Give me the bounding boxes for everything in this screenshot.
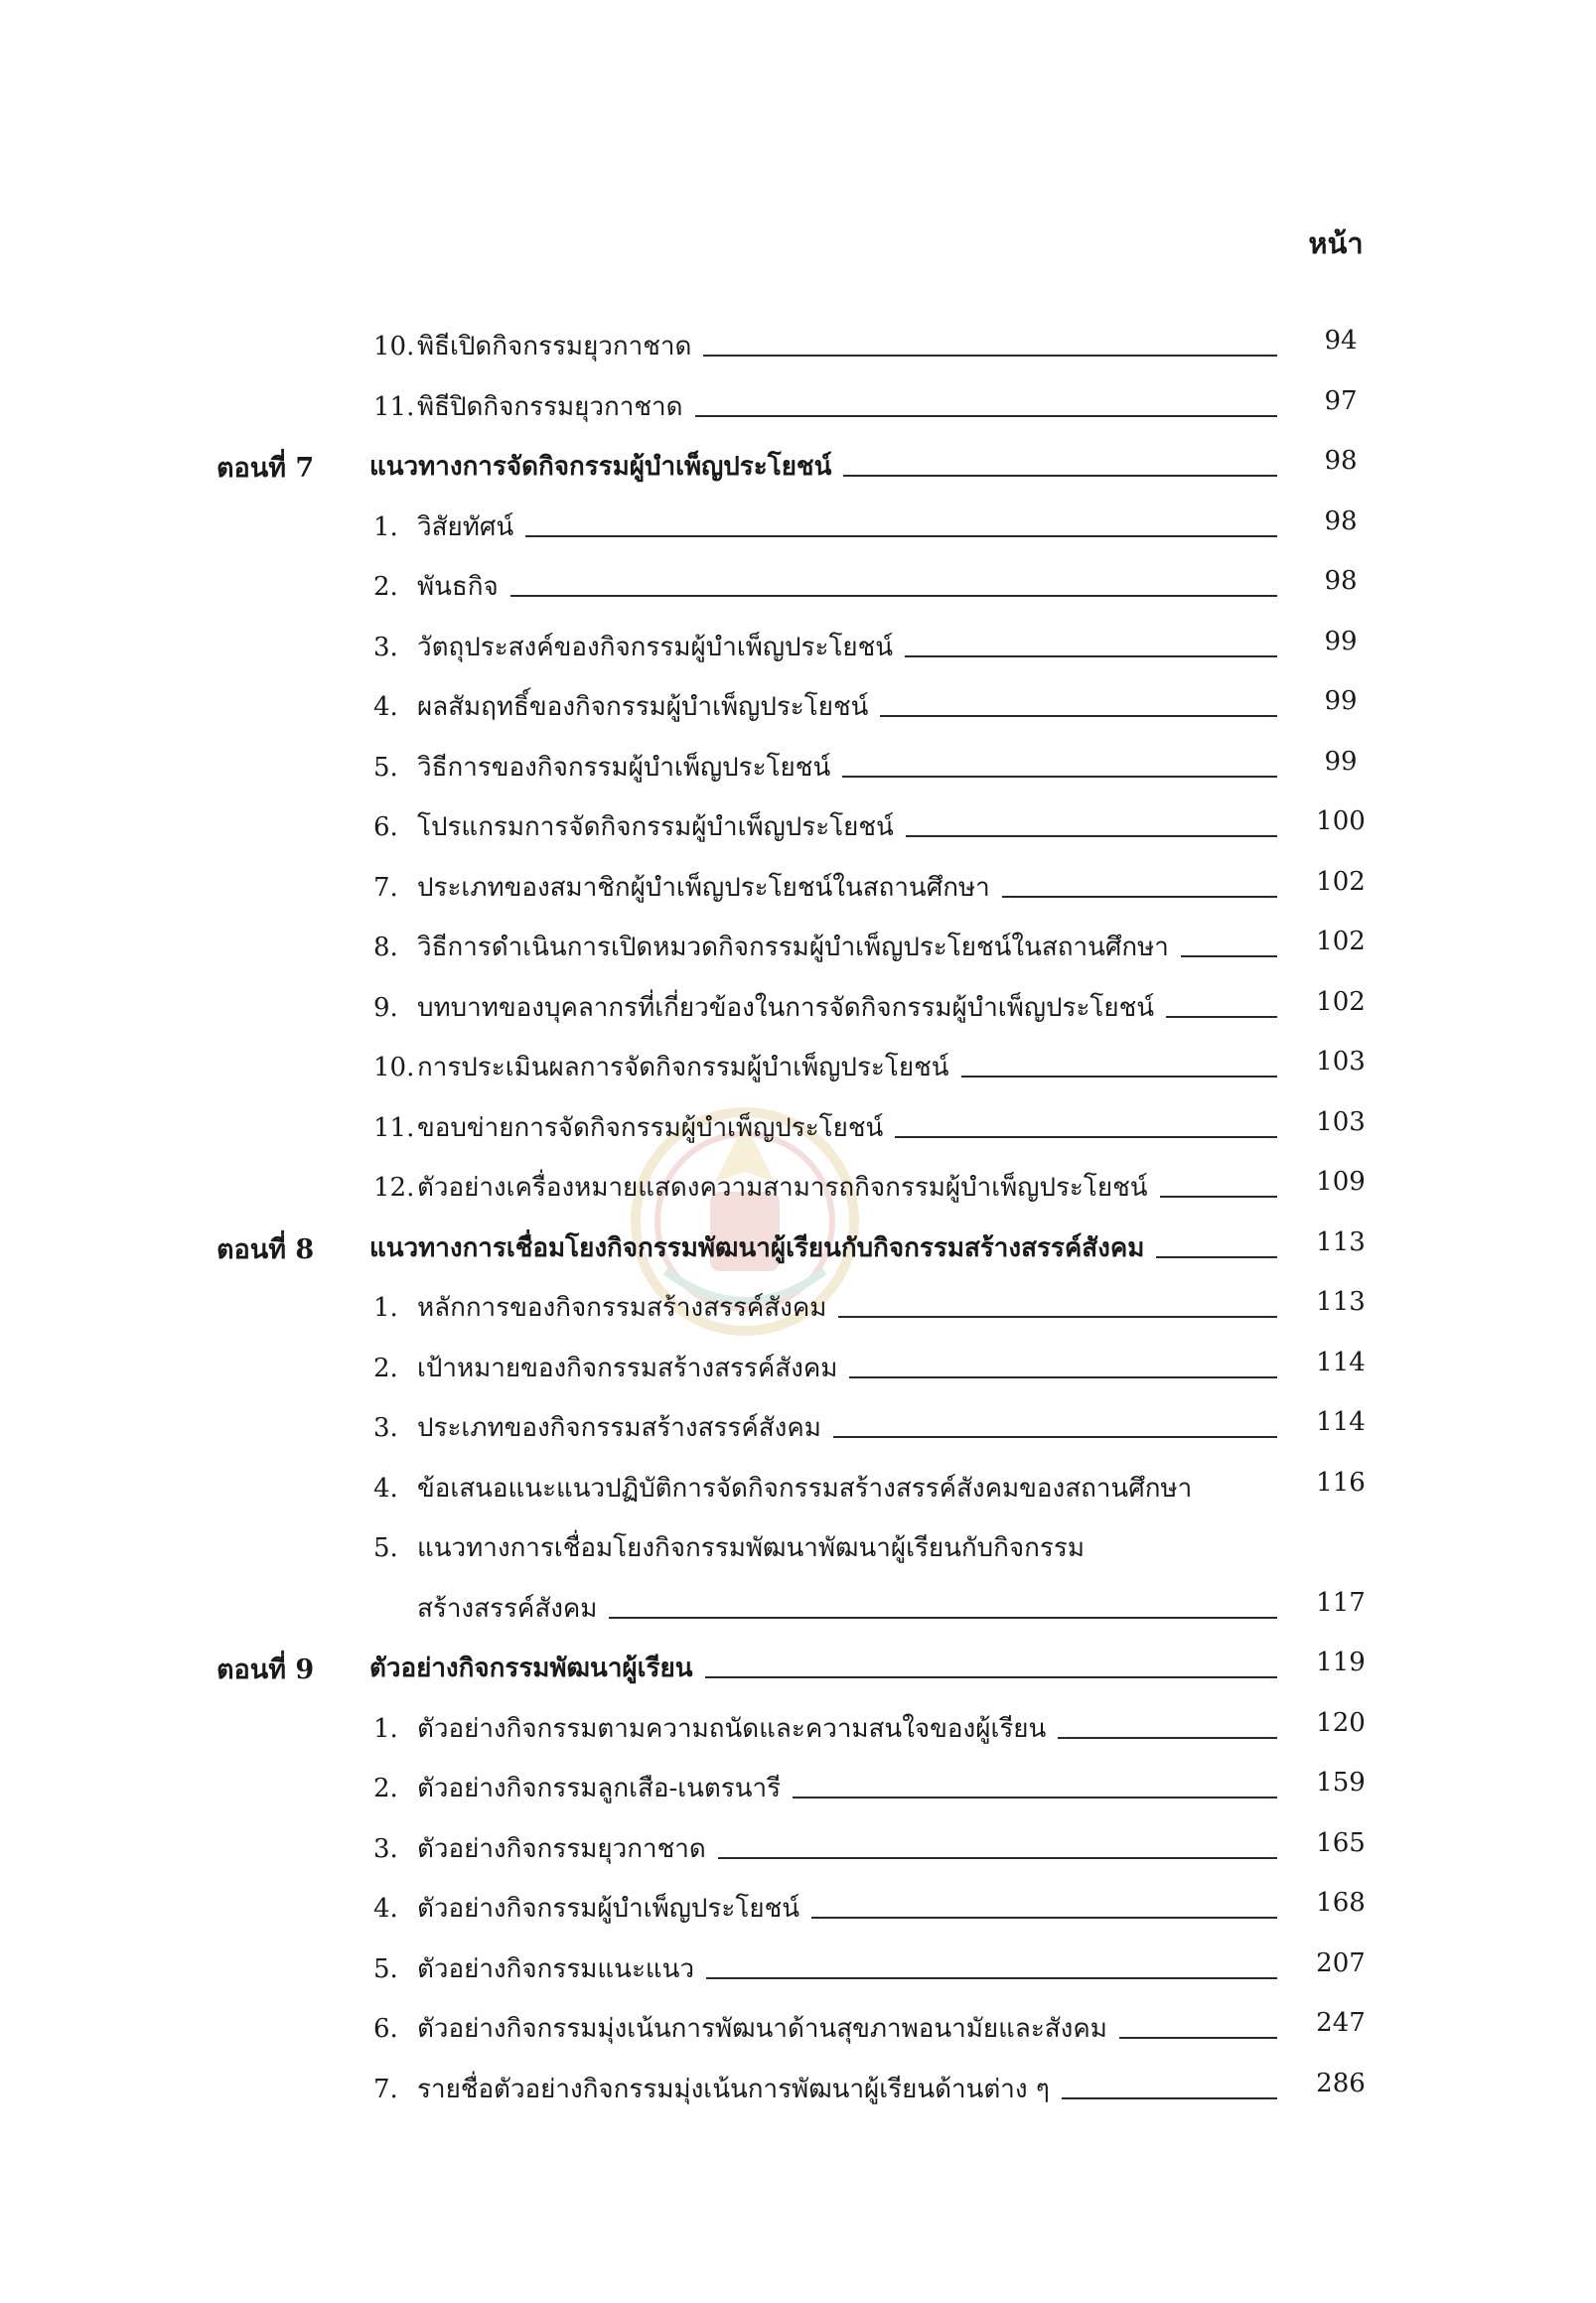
- toc-row: [0, 1099, 1596, 1159]
- entry-title: การประเมินผลการจัดกิจกรรมผู้บำเพ็ญประโยชน์: [417, 1053, 949, 1082]
- leader-line: [838, 1315, 1277, 1318]
- toc-row: [0, 678, 1596, 738]
- page-number: 99: [1324, 626, 1358, 656]
- entry-number: 5.: [373, 1953, 398, 1984]
- page-number: 113: [1316, 1226, 1366, 1257]
- toc-row: [0, 318, 1596, 377]
- page-number: 117: [1316, 1587, 1366, 1618]
- toc-entry: [373, 1167, 1281, 1208]
- entry-title: วิธีการของกิจกรรมผู้บำเพ็ญประโยชน์: [417, 752, 831, 783]
- entry-number: 6.: [373, 2014, 398, 2044]
- toc-entry: [373, 747, 1281, 788]
- page-number: 207: [1316, 1947, 1366, 1978]
- toc-entry: [373, 1708, 1281, 1749]
- toc-row: [0, 798, 1596, 858]
- toc-row: [0, 739, 1596, 798]
- leader-line: [1156, 1255, 1277, 1258]
- entry-title: โปรแกรมการจัดกิจกรรมผู้บำเพ็ญประโยชน์: [417, 812, 894, 842]
- entry-number: 3.: [373, 1413, 398, 1443]
- entry-title: ประเภทของกิจกรรมสร้างสรรค์สังคม: [417, 1413, 821, 1443]
- entry-title: ตัวอย่างกิจกรรมยุวกาชาด: [417, 1833, 706, 1864]
- toc-entry: [373, 1047, 1281, 1087]
- toc-entry: [373, 1828, 1281, 1869]
- leader-line: [895, 1135, 1277, 1138]
- toc-row: [0, 859, 1596, 919]
- entry-number: 6.: [373, 812, 398, 842]
- toc-entry: [369, 1648, 1281, 1688]
- entry-number: 3.: [373, 632, 398, 662]
- page-number: 102: [1316, 866, 1366, 897]
- toc-entry: [369, 446, 1281, 487]
- toc-row: [0, 1700, 1596, 1760]
- leader-line: [843, 474, 1277, 477]
- leader-line: [1002, 895, 1277, 898]
- entry-number: 4.: [373, 1473, 398, 1504]
- toc-row: [0, 619, 1596, 678]
- page-number: 102: [1316, 986, 1366, 1017]
- toc-entry: [369, 1227, 1281, 1268]
- leader-line: [905, 654, 1277, 657]
- entry-number: 1.: [373, 1293, 398, 1323]
- page-number: 103: [1316, 1047, 1366, 1077]
- page-number: 120: [1316, 1707, 1366, 1738]
- toc-entry: [373, 1527, 1281, 1568]
- entry-number: 5.: [373, 752, 398, 783]
- leader-line: [1058, 1736, 1277, 1739]
- toc-entry: [373, 627, 1281, 667]
- leader-line: [703, 354, 1277, 357]
- toc-entry: [373, 2069, 1281, 2109]
- leader-line: [811, 1916, 1277, 1919]
- entry-number: 2.: [373, 1774, 398, 1803]
- leader-line: [705, 1675, 1277, 1678]
- page-number: 168: [1316, 1888, 1366, 1918]
- toc-row: [0, 2061, 1596, 2120]
- entry-number: 7.: [373, 2074, 398, 2104]
- entry-title: ประเภทของสมาชิกผู้บำเพ็ญประโยชน์ในสถานศึกษา: [417, 872, 990, 903]
- entry-title: แนวทางการจัดกิจกรรมผู้บำเพ็ญประโยชน์: [369, 452, 832, 482]
- leader-line: [793, 1796, 1277, 1799]
- entry-number: 2.: [373, 572, 398, 602]
- toc-row: [0, 1340, 1596, 1399]
- leader-line: [1119, 2036, 1277, 2039]
- toc-row: [0, 1039, 1596, 1098]
- toc-row: [0, 1399, 1596, 1459]
- toc-entry: [373, 566, 1281, 607]
- page-number: 286: [1316, 2068, 1366, 2098]
- entry-number: 4.: [373, 692, 398, 722]
- toc-entry: [373, 2008, 1281, 2049]
- page-number: 98: [1324, 505, 1358, 536]
- leader-line: [510, 594, 1277, 597]
- page-number: 99: [1324, 746, 1358, 777]
- toc-entry: [373, 326, 1281, 366]
- page-number: 103: [1316, 1106, 1366, 1137]
- page-number: 113: [1316, 1287, 1366, 1317]
- entry-title: แนวทางการเชื่อมโยงกิจกรรมพัฒนาพัฒนาผู้เรียนกับกิจกรรม: [417, 1533, 1085, 1563]
- entry-number: 11.: [373, 391, 415, 422]
- leader-line: [833, 1435, 1277, 1438]
- leader-line: [1166, 1015, 1277, 1018]
- toc-row: [0, 2000, 1596, 2060]
- leader-line: [1062, 2096, 1277, 2099]
- toc-entry: [373, 1888, 1281, 1929]
- toc-entry: [373, 806, 1281, 847]
- toc-row: [0, 1820, 1596, 1880]
- leader-line: [842, 775, 1277, 778]
- toc-entry: [373, 1948, 1281, 1989]
- page-number: 114: [1316, 1407, 1366, 1437]
- entry-title: ตัวอย่างกิจกรรมมุ่งเน้นการพัฒนาด้านสุขภาพอนามัยและสังคม: [417, 2014, 1107, 2044]
- leader-line: [906, 834, 1277, 837]
- toc-entry: [373, 867, 1281, 908]
- page-number: 99: [1324, 686, 1358, 716]
- toc-row: [0, 1460, 1596, 1519]
- toc-row: [0, 1580, 1596, 1640]
- toc-row: [0, 1941, 1596, 2000]
- entry-title: ผลสัมฤทธิ์ของกิจกรรมผู้บำเพ็ญประโยชน์: [417, 692, 869, 722]
- entry-title: วัตถุประสงค์ของกิจกรรมผู้บำเพ็ญประโยชน์: [417, 632, 894, 662]
- entry-title: ตัวอย่างกิจกรรมลูกเสือ-เนตรนารี: [417, 1774, 782, 1803]
- entry-title: รายชื่อตัวอย่างกิจกรรมมุ่งเน้นการพัฒนาผู้เรียนด้านต่าง ๆ: [417, 2074, 1050, 2104]
- entry-title: บทบาทของบุคลากรที่เกี่ยวข้องในการจัดกิจกรรมผู้บำเพ็ญประโยชน์: [417, 992, 1155, 1023]
- page-number: 159: [1316, 1768, 1366, 1798]
- toc-entry: [373, 987, 1281, 1028]
- page-number: 109: [1316, 1167, 1366, 1197]
- entry-title: แนวทางการเชื่อมโยงกิจกรรมพัฒนาผู้เรียนกับกิจกรรมสร้างสรรค์สังคม: [369, 1232, 1145, 1263]
- leader-line: [880, 714, 1277, 717]
- toc-part-row: [0, 1640, 1596, 1699]
- part-label: ตอนที่ 7: [217, 453, 315, 484]
- leader-line: [961, 1075, 1278, 1078]
- page-number: 97: [1324, 385, 1358, 416]
- entry-title: ขอบข่ายการจัดกิจกรรมผู้บำเพ็ญประโยชน์: [417, 1112, 884, 1143]
- toc-row: [0, 1519, 1596, 1579]
- page-number: 98: [1324, 446, 1358, 476]
- toc-row: [0, 1279, 1596, 1339]
- leader-line: [695, 414, 1278, 417]
- entry-number: 4.: [373, 1894, 398, 1924]
- toc-entry: [373, 927, 1281, 967]
- leader-line: [849, 1375, 1277, 1378]
- entry-title: วิธีการดำเนินการเปิดหมวดกิจกรรมผู้บำเพ็ญประโยชน์ในสถานศึกษา: [417, 933, 1169, 962]
- toc-entry: [373, 506, 1281, 547]
- toc-row: [0, 979, 1596, 1039]
- page-number: 102: [1316, 927, 1366, 956]
- toc-row: [0, 378, 1596, 438]
- entry-number: 2.: [373, 1353, 398, 1383]
- entry-title: ตัวอย่างกิจกรรมตามความถนัดและความสนใจของผู้เรียน: [417, 1713, 1047, 1744]
- entry-title: พิธีปิดกิจกรรมยุวกาชาด: [417, 391, 683, 422]
- part-label: ตอนที่ 9: [217, 1655, 315, 1685]
- entry-number: 10.: [373, 1053, 415, 1082]
- toc-row: [0, 1880, 1596, 1940]
- entry-title: หลักการของกิจกรรมสร้างสรรค์สังคม: [417, 1293, 827, 1323]
- entry-number: 11.: [373, 1112, 415, 1143]
- page-number: 119: [1316, 1648, 1366, 1677]
- leader-line: [609, 1616, 1277, 1619]
- entry-title: พันธกิจ: [417, 572, 499, 602]
- entry-title: เป้าหมายของกิจกรรมสร้างสรรค์สังคม: [417, 1353, 838, 1383]
- toc-entry: [373, 1768, 1281, 1808]
- toc-part-row: [0, 438, 1596, 498]
- entry-title: ข้อเสนอแนะแนวปฏิบัติการจัดกิจกรรมสร้างสรรค์สังคมของสถานศึกษา: [417, 1473, 1193, 1504]
- entry-number: 5.: [373, 1533, 398, 1563]
- page-number: 98: [1324, 566, 1358, 596]
- toc-entry: [373, 386, 1281, 427]
- toc-entry: [373, 1468, 1281, 1509]
- entry-number: 12.: [373, 1173, 415, 1203]
- leader-line: [718, 1856, 1277, 1859]
- entry-number: 10.: [373, 332, 415, 361]
- entry-title: ตัวอย่างกิจกรรมผู้บำเพ็ญประโยชน์: [417, 1894, 799, 1924]
- page-number: 100: [1316, 806, 1366, 836]
- entry-title: ตัวอย่างกิจกรรมพัฒนาผู้เรียน: [369, 1654, 693, 1683]
- entry-title: สร้างสรรค์สังคม: [417, 1593, 598, 1624]
- entry-number: 9.: [373, 992, 398, 1023]
- toc-entry: [373, 1287, 1281, 1328]
- entry-title: ตัวอย่างเครื่องหมายแสดงความสามารถกิจกรรมผู้บำเพ็ญประโยชน์: [417, 1173, 1148, 1203]
- toc-part-row: [0, 1220, 1596, 1279]
- part-label: ตอนที่ 8: [217, 1233, 315, 1265]
- leader-line: [706, 1976, 1277, 1979]
- page-number: 247: [1316, 2008, 1366, 2038]
- toc-row: [0, 558, 1596, 618]
- entry-title: ตัวอย่างกิจกรรมแนะแนว: [417, 1953, 695, 1984]
- entry-number: 8.: [373, 933, 398, 962]
- entry-title: พิธีเปิดกิจกรรมยุวกาชาด: [417, 332, 692, 361]
- toc-row: [0, 1760, 1596, 1819]
- entry-number: 1.: [373, 511, 398, 542]
- leader-line: [1181, 954, 1277, 957]
- entry-number: 7.: [373, 872, 398, 903]
- leader-line: [525, 534, 1277, 537]
- toc-row: [0, 1159, 1596, 1219]
- entry-title: วิสัยทัศน์: [417, 511, 514, 542]
- toc-row: [0, 919, 1596, 978]
- entry-number: 3.: [373, 1833, 398, 1864]
- page-number: 94: [1324, 326, 1358, 356]
- toc-entry: [373, 1348, 1281, 1388]
- entry-number: 1.: [373, 1713, 398, 1744]
- page-number: 116: [1316, 1467, 1366, 1498]
- toc-row: [0, 499, 1596, 558]
- toc-entry: [373, 686, 1281, 727]
- page-number: 165: [1316, 1827, 1366, 1858]
- page-column-header: หน้า: [1308, 226, 1364, 260]
- toc-entry: [373, 1407, 1281, 1448]
- toc-entry: [417, 1588, 1281, 1629]
- page-number: 114: [1316, 1347, 1366, 1377]
- leader-line: [1160, 1195, 1277, 1198]
- toc-entry: [373, 1107, 1281, 1148]
